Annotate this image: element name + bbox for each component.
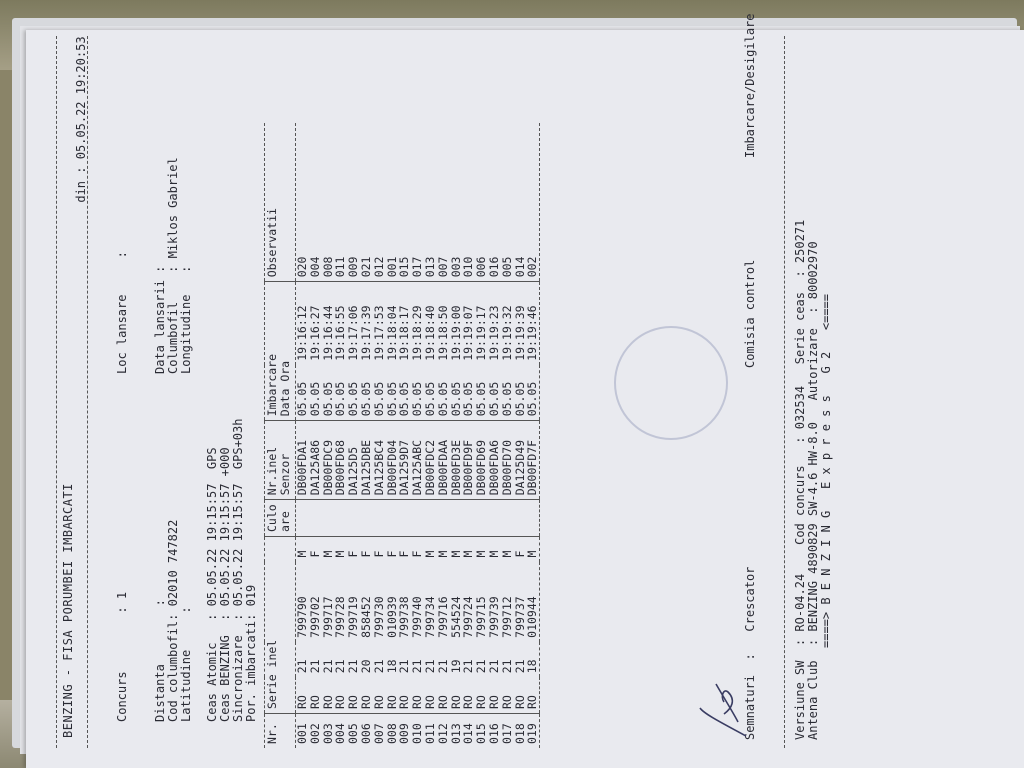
pigeon-sex: F (512, 550, 527, 558)
pigeon-sex: M (295, 550, 309, 558)
col-nr (265, 714, 296, 749)
col-culoare (265, 500, 296, 537)
culoare-cell (398, 500, 411, 537)
observation-code: 007 (437, 123, 450, 282)
clock-date: 05.05.22 (218, 548, 232, 607)
observation-code: 010 (462, 123, 475, 282)
table-row (526, 123, 539, 748)
col-imbarcare-label-2: Data Ora (278, 360, 292, 417)
boarding-time: 19:18:50 (435, 305, 450, 361)
clock-atomic-line: Ceas Atomic : 05.05.22 19:15:57 GPS (205, 447, 219, 722)
serie-ceas-value: 250271 (793, 219, 807, 264)
table-row (411, 123, 424, 748)
distanta-line: Distanta : (153, 591, 167, 722)
clock-extra: GPS+03h (231, 418, 245, 470)
observation-code: 016 (488, 123, 501, 282)
sensor-id: DA125DBE (360, 421, 373, 500)
boarding-date: 05.05 (526, 365, 539, 421)
culoare-cell (526, 500, 539, 537)
footer-line-1: Versiune SW : RO-04.24 Cod concurs : 032534 Serie ceas : 250271 (793, 219, 807, 740)
row-number: 003 (320, 723, 335, 744)
pigeon-sex: F (307, 550, 322, 558)
sensor-id: DB00FD7F (526, 421, 539, 500)
pigeon-sex: M (320, 550, 335, 558)
culoare-cell (309, 500, 322, 537)
faded-stamp (614, 326, 728, 440)
sensor-id: DA125BC4 (373, 421, 386, 500)
boarding-time: 19:16:27 (307, 305, 322, 361)
versiune-label: Versiune SW (793, 660, 807, 740)
date-label: din (74, 180, 88, 203)
ring-country: RO (334, 677, 347, 713)
ring-year: 18 (384, 659, 399, 674)
ring-country: RO (296, 677, 309, 713)
handwritten-signature (694, 674, 754, 744)
observation-code: 006 (475, 123, 488, 282)
boarding-time: 19:19:07 (461, 305, 476, 361)
sensor-id: DB00FDAA (437, 421, 450, 500)
observation-code: 013 (424, 123, 437, 282)
latitudine-label: Latitudine (179, 649, 193, 722)
signature-line: Semnaturi : Crescator (743, 566, 757, 740)
ring-year: 21 (512, 659, 527, 674)
culoare-cell (296, 500, 309, 537)
ring-year: 21 (320, 659, 335, 674)
longitudine-label: Longitudine (179, 294, 193, 374)
col-culoare-label-1: Culo (265, 504, 279, 532)
clock-label: Sincronizare (231, 635, 245, 722)
ring-country: RO (488, 677, 501, 713)
ring-number: 799730 (371, 596, 386, 638)
pigeon-table-wrap (264, 36, 540, 748)
data-lansarii-label: Data lansarii (153, 280, 167, 374)
boarding-time: 19:18:17 (397, 305, 412, 361)
col-senzor (265, 421, 296, 500)
longitudine-line: Longitudine : (179, 258, 193, 374)
row-number: 006 (358, 723, 373, 744)
ring-year: 18 (526, 642, 539, 677)
observation-code: 005 (501, 123, 514, 282)
boarding-date: 05.05 (475, 365, 488, 421)
serie-ceas-label: Serie ceas (793, 292, 807, 365)
footer-rule (784, 36, 785, 748)
row-number: 017 (499, 723, 514, 744)
ring-country: RO (437, 677, 450, 713)
signatures-label: Semnaturi (743, 674, 757, 740)
pigeon-sex: F (384, 550, 399, 558)
autorizare-value: 80002970 (806, 241, 820, 300)
pigeon-sex: M (474, 550, 489, 558)
col-imbarcare-label-1: Imbarcare (265, 353, 279, 417)
boarding-time: 19:19:00 (448, 305, 463, 361)
table-row (386, 123, 399, 748)
boarding-date: 05.05 (373, 365, 386, 421)
pigeon-table (264, 123, 540, 748)
boarding-date: 05.05 (488, 365, 501, 421)
culoare-cell (360, 500, 373, 537)
pigeon-sex: M (526, 537, 539, 562)
culoare-cell (424, 500, 437, 537)
clock-time: 19:15:57 (218, 483, 232, 542)
col-serie (265, 537, 296, 714)
pigeon-sex: M (461, 550, 476, 558)
table-row (462, 123, 475, 748)
table-row (450, 123, 463, 748)
table-row (334, 123, 347, 748)
observation-code: 008 (322, 123, 335, 282)
observation-code: 004 (309, 123, 322, 282)
col-nr-label: Nr. (265, 723, 279, 744)
boarding-time: 19:16:55 (333, 305, 348, 361)
ring-year: 21 (461, 659, 476, 674)
clock-date: 05.05.22 (205, 548, 219, 607)
culoare-cell (475, 500, 488, 537)
print-datetime: 05.05.22 19:20:53 (74, 36, 88, 160)
sensor-id: DA125ABC (411, 421, 424, 500)
sensor-id: DA1259D7 (398, 421, 411, 500)
printed-document (54, 13, 914, 748)
clock-benzing-line: Ceas BENZING : 05.05.22 19:15:57 +000 (218, 447, 232, 722)
por-value: 019 (244, 584, 258, 607)
observation-code: 021 (360, 123, 373, 282)
ring-country: RO (373, 677, 386, 713)
boarding-date: 05.05 (398, 365, 411, 421)
columbofil-line: Columbofil : Miklos Gabriel (166, 157, 180, 374)
ring-country: RO (526, 677, 539, 713)
row-number: 007 (371, 723, 386, 744)
clock-time: 19:15:57 (231, 483, 245, 542)
pigeon-sex: M (486, 550, 501, 558)
boarding-date: 05.05 (309, 365, 322, 421)
boarding-time: 19:18:04 (384, 305, 399, 361)
culoare-cell (411, 500, 424, 537)
boarding-time: 19:19:32 (499, 305, 514, 361)
ring-number: 799724 (461, 596, 476, 638)
ring-country: RO (462, 677, 475, 713)
ring-country: RO (450, 677, 463, 713)
row-number: 010 (410, 723, 425, 744)
ring-number: 010939 (384, 596, 399, 638)
boarding-date: 05.05 (514, 365, 527, 421)
table-row (347, 123, 360, 748)
row-number: 018 (512, 723, 527, 744)
ring-number: 799717 (320, 596, 335, 638)
sensor-id: DB00FD3E (450, 421, 463, 500)
col-observatii (265, 123, 296, 282)
ring-country: RO (514, 677, 527, 713)
boarding-time: 19:16:44 (320, 305, 335, 361)
table-row (514, 123, 527, 748)
observation-code: 020 (296, 123, 309, 282)
row-number: 002 (307, 723, 322, 744)
boarding-date: 05.05 (386, 365, 399, 421)
boarding-date: 05.05 (437, 365, 450, 421)
col-senzor-label-1: Nr.inel (265, 446, 279, 496)
ring-year: 21 (397, 659, 412, 674)
boarding-date: 05.05 (450, 365, 463, 421)
pigeon-sex: F (371, 550, 386, 558)
col-imbarcare (265, 282, 296, 421)
columbofil-label: Columbofil (166, 301, 180, 374)
table-header-row (265, 123, 296, 748)
boarding-date: 05.05 (411, 365, 424, 421)
table-row (488, 123, 501, 748)
observation-code: 017 (411, 123, 424, 282)
boarding-date: 05.05 (424, 365, 437, 421)
ring-year: 21 (422, 659, 437, 674)
observation-code: 002 (526, 123, 539, 282)
row-number: 016 (486, 723, 501, 744)
table-row (296, 123, 309, 748)
sensor-id: DB00FD04 (386, 421, 399, 500)
sensor-id: DB00FDC9 (322, 421, 335, 500)
ring-year: 21 (333, 659, 348, 674)
col-culoare-label-2: are (278, 511, 292, 532)
boarding-date: 05.05 (360, 365, 373, 421)
col-senzor-label-2: Senzor (278, 453, 292, 496)
boarding-time: 19:17:06 (346, 305, 361, 361)
observation-code: 001 (386, 123, 399, 282)
table-row (424, 123, 437, 748)
ring-number: 799739 (486, 596, 501, 638)
pigeon-sex: F (410, 550, 425, 558)
culoare-cell (514, 500, 527, 537)
ring-number: 799712 (499, 596, 514, 638)
loc-line: Loc lansare : (115, 243, 129, 374)
pigeon-sex: F (397, 550, 412, 558)
observation-code: 003 (450, 123, 463, 282)
ring-year: 21 (474, 659, 489, 674)
ring-year: 21 (371, 659, 386, 674)
sensor-id: DA125A86 (309, 421, 322, 500)
row-number: 009 (397, 723, 412, 744)
columbofil-value: Miklos Gabriel (166, 157, 180, 259)
table-row (322, 123, 335, 748)
observation-code: 009 (347, 123, 360, 282)
row-number: 008 (384, 723, 399, 744)
ring-year: 19 (448, 659, 463, 674)
clock-label: Ceas BENZING (218, 635, 232, 722)
ring-number: 799740 (410, 596, 425, 638)
autorizare-label: Autorizare (806, 328, 820, 401)
imbarcare-label: Imbarcare/Desigilare (743, 13, 757, 158)
clock-extra: +000 (218, 447, 232, 477)
boarding-time: 19:19:17 (474, 305, 489, 361)
versiune-value: RO-04.24 (793, 573, 807, 632)
ring-country: RO (411, 677, 424, 713)
por-line (245, 585, 258, 722)
ring-country: RO (386, 677, 399, 713)
concurs-line: Concurs : 1 (115, 591, 129, 722)
ring-number: 799738 (397, 596, 412, 638)
brand-line: ====> B E N Z I N G E x p r e s s G 2 <==== (819, 293, 833, 648)
boarding-date: 05.05 (462, 365, 475, 421)
ring-number: 799790 (295, 596, 309, 638)
row-number: 012 (435, 723, 450, 744)
ring-country: RO (501, 677, 514, 713)
clock-time: 19:15:57 (205, 483, 219, 542)
boarding-time: 19:18:29 (410, 305, 425, 361)
culoare-cell (437, 500, 450, 537)
ring-number: 858452 (358, 596, 373, 638)
cod-value: 02010 747822 (166, 519, 180, 607)
observation-code: 014 (514, 123, 527, 282)
pigeon-sex: M (499, 550, 514, 558)
col-serie-label: Serie inel (265, 639, 279, 709)
sensor-id: DB00FD70 (501, 421, 514, 500)
ring-year: 21 (295, 659, 309, 674)
pigeon-sex: M (448, 550, 463, 558)
boarding-date: 05.05 (347, 365, 360, 421)
culoare-cell (462, 500, 475, 537)
boarding-time: 19:18:40 (422, 305, 437, 361)
ring-country: RO (475, 677, 488, 713)
concurs-label: Concurs (115, 671, 129, 722)
row-number: 015 (474, 723, 489, 744)
ring-year: 21 (435, 659, 450, 674)
cod-label: Cod columbofil: (166, 613, 180, 722)
cod-concurs-label: Cod concurs (793, 465, 807, 545)
ring-number: 799702 (307, 596, 322, 638)
ring-country: RO (360, 677, 373, 713)
ring-number: 554524 (448, 596, 463, 638)
culoare-cell (347, 500, 360, 537)
cod-concurs-value: 032534 (793, 385, 807, 430)
row-number: 001 (295, 723, 309, 744)
table-row (360, 123, 373, 748)
row-number: 011 (422, 723, 437, 744)
ring-number: 799719 (346, 596, 361, 638)
sensor-id: DB00FDA1 (296, 421, 309, 500)
ring-country: RO (309, 677, 322, 713)
boarding-time: 19:17:39 (358, 305, 373, 361)
table-row (309, 123, 322, 748)
col-observatii-label: Observatii (265, 208, 279, 278)
culoare-cell (334, 500, 347, 537)
clock-label: Ceas Atomic (205, 642, 219, 722)
ring-number: 799716 (435, 596, 450, 638)
loc-label: Loc lansare (115, 294, 129, 374)
distanta-label: Distanta (153, 664, 167, 722)
document-title: BENZING - FISA PORUMBEI IMBARCATI (61, 483, 75, 738)
row-number: 005 (346, 723, 361, 744)
boarding-time: 19:17:53 (371, 305, 386, 361)
table-row (501, 123, 514, 748)
pigeon-sex: M (435, 550, 450, 558)
boarding-time: 19:19:39 (512, 305, 527, 361)
clock-sync-line: Sincronizare : 05.05.22 19:15:57 GPS+03h (231, 418, 245, 722)
culoare-cell (373, 500, 386, 537)
antena-value: BENZING 4890829 SW-4.6 HW-8.0 (806, 422, 820, 632)
ring-number: 010944 (526, 562, 539, 642)
date-label-wrap: din : 05.05.22 19:20:53 (74, 36, 88, 203)
row-number: 019 (526, 714, 539, 749)
table-row (398, 123, 411, 748)
table-row (475, 123, 488, 748)
pigeon-sex: M (422, 550, 437, 558)
boarding-date: 05.05 (322, 365, 335, 421)
observation-code: 015 (398, 123, 411, 282)
sensor-id: DA125D49 (514, 421, 527, 500)
ring-year: 21 (346, 659, 361, 674)
culoare-cell (501, 500, 514, 537)
ring-number: 799737 (512, 596, 527, 638)
observation-code: 012 (373, 123, 386, 282)
boarding-date: 05.05 (296, 365, 309, 421)
latitudine-line: Latitudine : (179, 599, 193, 722)
ring-number: 799715 (474, 596, 489, 638)
pigeon-sex: F (358, 550, 373, 558)
pigeon-sex: M (333, 550, 348, 558)
ring-number: 799734 (422, 596, 437, 638)
ring-country: RO (322, 677, 335, 713)
sensor-id: DB00FDC2 (424, 421, 437, 500)
data-lansarii-line: Data lansarii : (153, 258, 167, 374)
ring-country: RO (347, 677, 360, 713)
ring-country: RO (424, 677, 437, 713)
ring-country: RO (398, 677, 411, 713)
clock-extra: GPS (205, 447, 219, 470)
por-label: Por. imbarcati: (244, 613, 258, 722)
ring-number: 799728 (333, 596, 348, 638)
concurs-value: 1 (115, 591, 129, 600)
footer-line-2: Antena Club : BENZING 4890829 SW-4.6 HW-8.0 Autorizare : 80002970 (806, 241, 820, 740)
observation-code: 011 (334, 123, 347, 282)
boarding-time: 19:19:23 (486, 305, 501, 361)
pigeon-sex: F (346, 550, 361, 558)
table-row (437, 123, 450, 748)
row-number: 014 (461, 723, 476, 744)
antena-label: Antena Club (806, 660, 820, 740)
boarding-time: 19:16:12 (295, 305, 309, 361)
clock-date: 05.05.22 (231, 548, 245, 607)
ring-year: 21 (307, 659, 322, 674)
culoare-cell (450, 500, 463, 537)
sensor-id: DB00FD9F (462, 421, 475, 500)
ring-year: 21 (499, 659, 514, 674)
table-body (296, 123, 540, 748)
culoare-cell (322, 500, 335, 537)
comisia-label: Comisia control (743, 259, 757, 368)
sensor-id: DB00FDA6 (488, 421, 501, 500)
crescator-label: Crescator (743, 566, 757, 632)
ring-year: 21 (410, 659, 425, 674)
sensor-id: DB00FD68 (334, 421, 347, 500)
boarding-date: 05.05 (334, 365, 347, 421)
culoare-cell (386, 500, 399, 537)
culoare-cell (488, 500, 501, 537)
row-number: 004 (333, 723, 348, 744)
row-number: 013 (448, 723, 463, 744)
ring-year: 20 (358, 659, 373, 674)
boarding-time: 19:19:46 (526, 282, 539, 365)
ring-year: 21 (486, 659, 501, 674)
sensor-id: DA125D5 (347, 421, 360, 500)
sensor-id: DB00FD69 (475, 421, 488, 500)
boarding-date: 05.05 (501, 365, 514, 421)
table-row (373, 123, 386, 748)
